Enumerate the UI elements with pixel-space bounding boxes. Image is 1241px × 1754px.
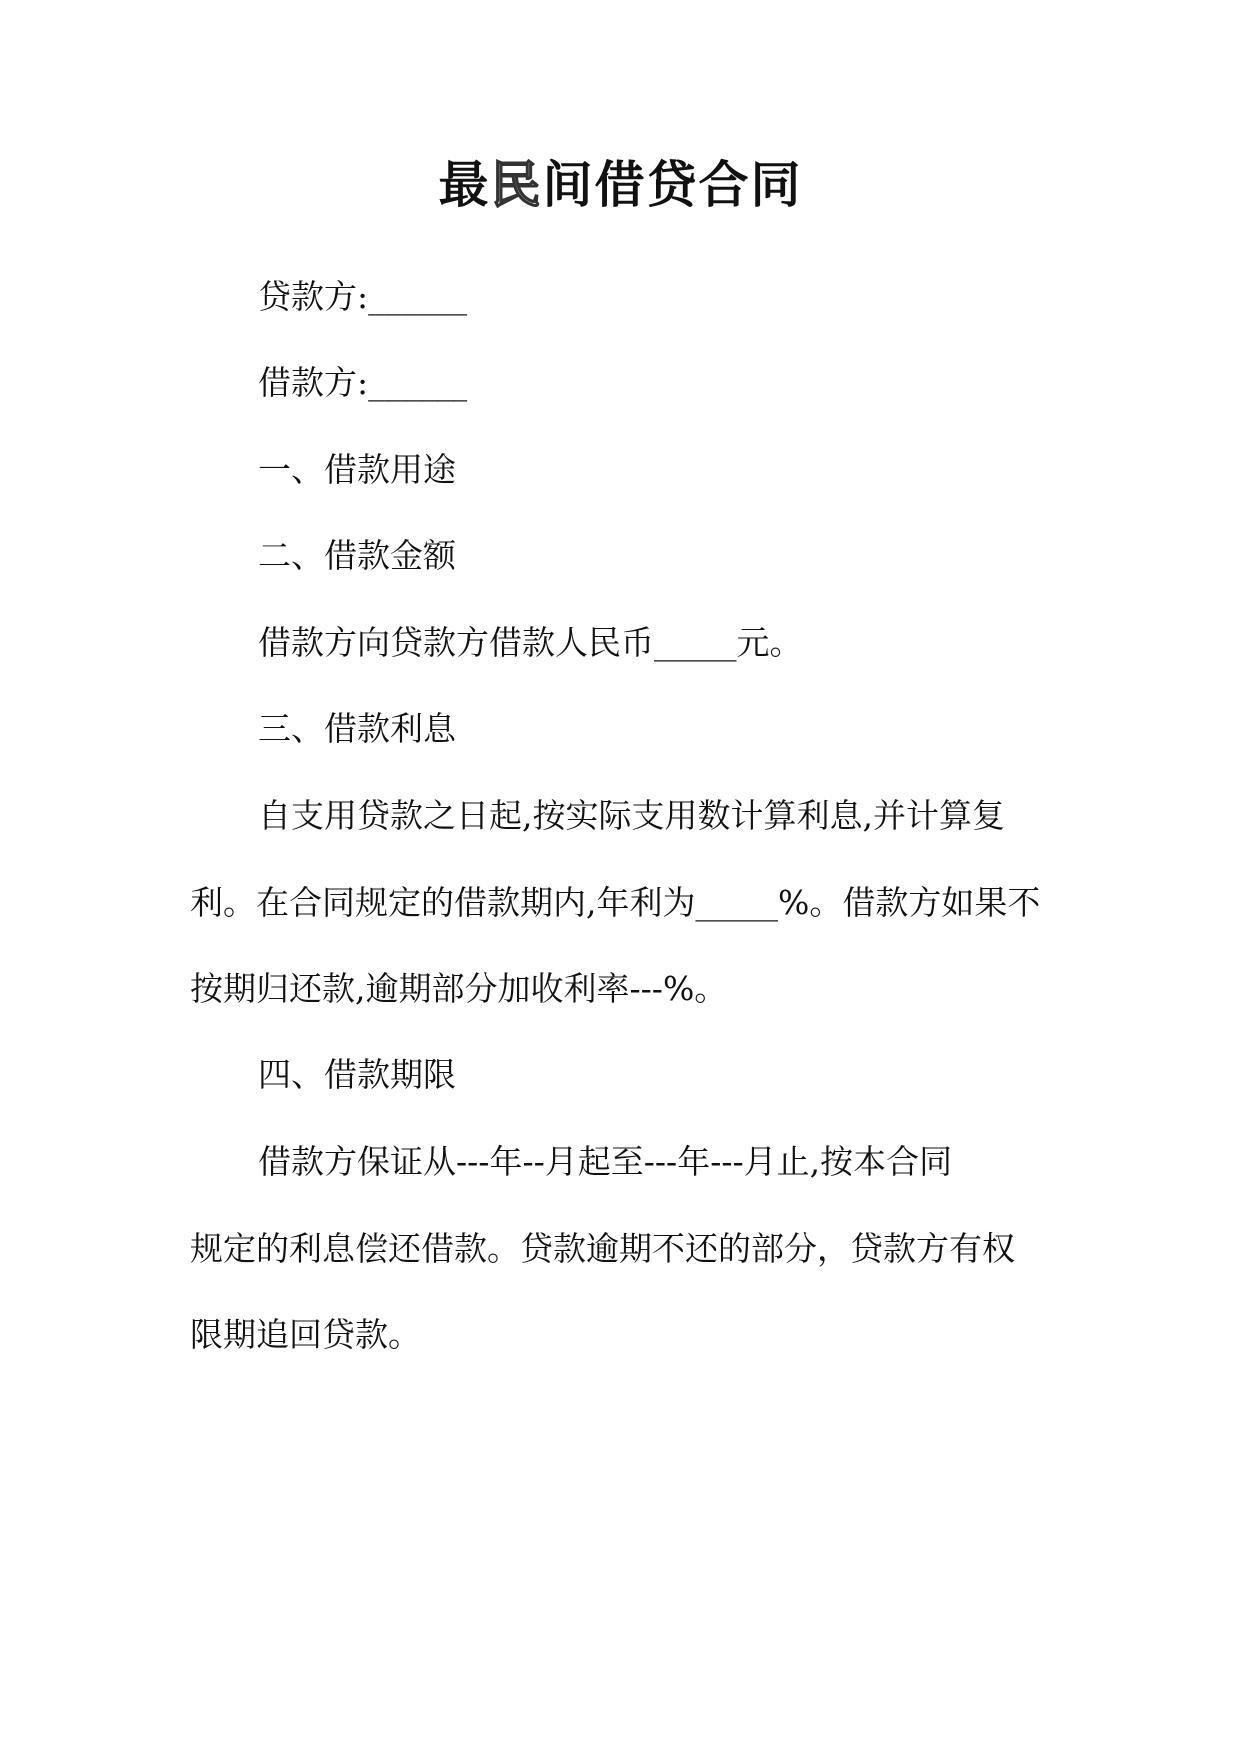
section-3-body-line-1: 自支用贷款之日起,按实际支用数计算利息,并计算复 <box>258 796 1005 835</box>
section-3-heading: 三、借款利息 <box>258 709 456 748</box>
section-2-body: 借款方向贷款方借款人民币_____元。 <box>258 623 803 662</box>
section-3-body-line-2: 利。在合同规定的借款期内,年利为_____%。借款方如果不 <box>190 883 1041 922</box>
section-4-body-line-1: 借款方保证从---年--月起至---年---月止,按本合同 <box>258 1142 953 1181</box>
section-4-heading: 四、借款期限 <box>258 1055 456 1094</box>
title-part-2: 民 <box>490 156 543 214</box>
borrower-line: 借款方:______ <box>258 363 468 402</box>
title-part-1: 最 <box>438 156 491 214</box>
section-3-body-line-3: 按期归还款,逾期部分加收利率---%。 <box>190 969 728 1008</box>
document-title <box>0 150 1241 220</box>
section-1-heading: 一、借款用途 <box>258 450 456 489</box>
section-4-body-line-2: 规定的利息偿还借款。贷款逾期不还的部分，贷款方有权 <box>190 1229 1015 1268</box>
section-2-heading: 二、借款金额 <box>258 536 456 575</box>
lender-line: 贷款方:______ <box>258 277 468 316</box>
section-4-body-line-3: 限期追回贷款。 <box>190 1315 421 1354</box>
title-part-3: 间借贷合同 <box>542 156 803 214</box>
